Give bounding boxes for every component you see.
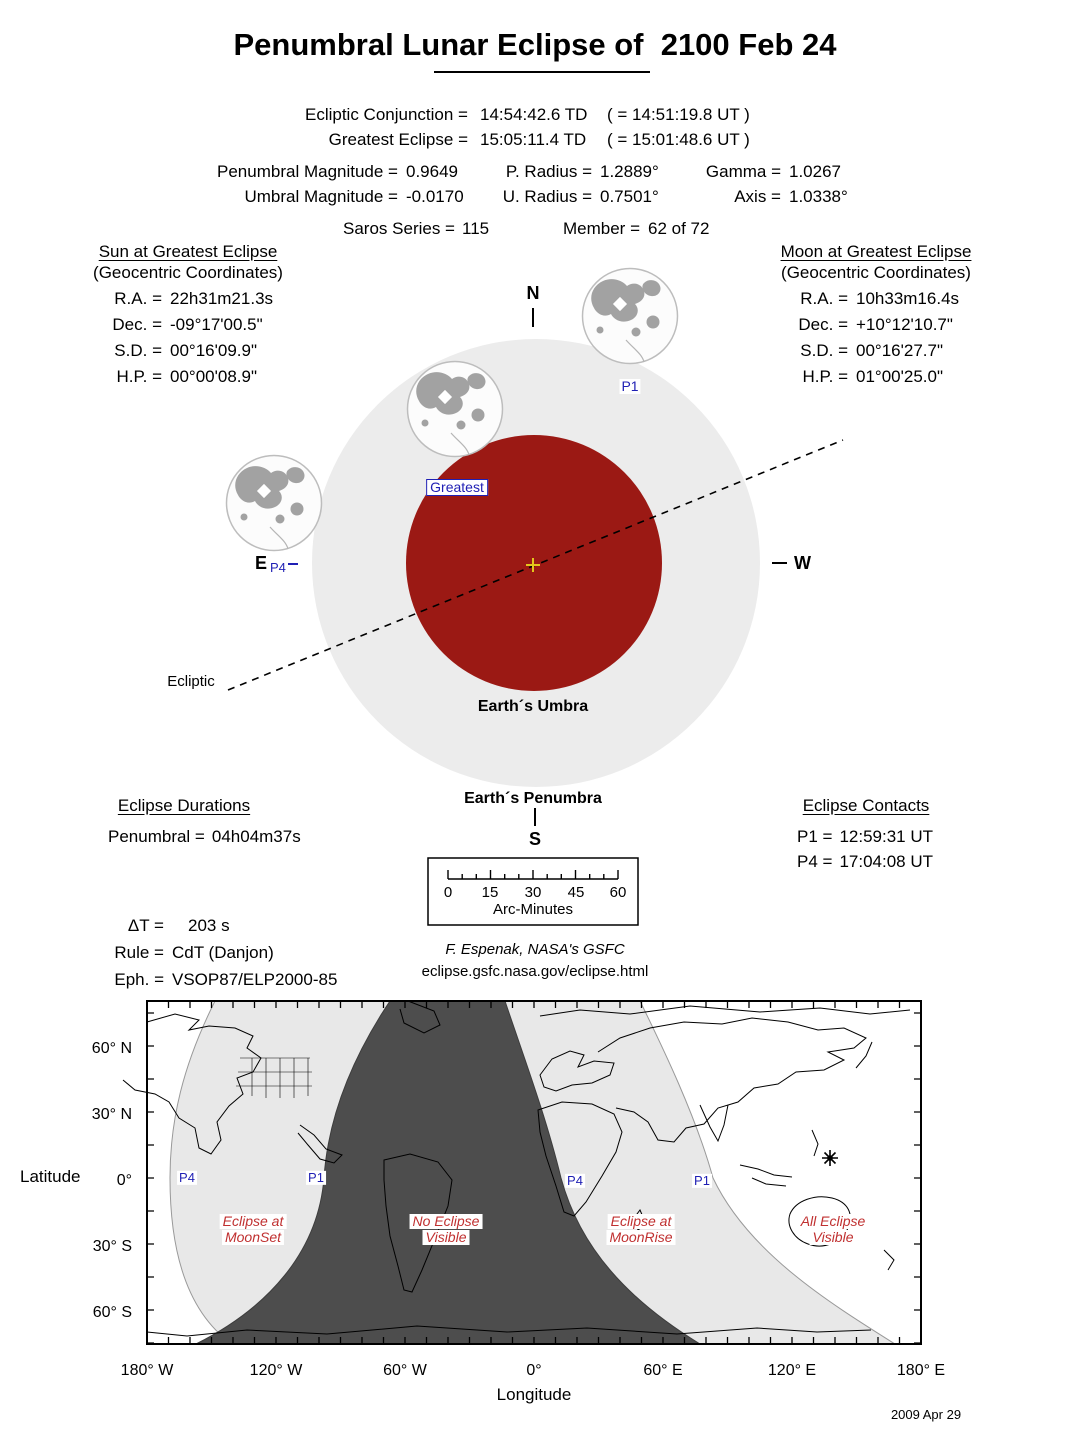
region-alleclipse-line1: All Eclipse	[798, 1214, 869, 1229]
penumbral-duration-label: Penumbral =	[108, 827, 205, 846]
moon-block-title: Moon at Greatest Eclipse	[780, 242, 972, 261]
delta-t-label: ΔT =	[127, 916, 164, 935]
sun-block-title: Sun at Greatest Eclipse	[98, 242, 278, 261]
lat-tick-0: 0°	[116, 1172, 132, 1189]
p1-contact-time-label: P1 =	[797, 827, 833, 846]
umbral-magnitude-label: Umbral Magnitude =	[244, 187, 398, 206]
moon-block-subtitle: (Geocentric Coordinates)	[781, 263, 971, 282]
credit-url: eclipse.gsfc.nasa.gov/eclipse.html	[421, 963, 649, 980]
penumbral-duration-row	[108, 827, 301, 847]
p-radius-value: 1.2889°	[600, 162, 659, 181]
scale-tick-15: 15	[481, 884, 499, 901]
title-underline	[434, 71, 650, 73]
moon-dec-label: Dec. =	[798, 315, 848, 334]
moon-at-p4	[227, 456, 322, 551]
moon-ra-label: R.A. =	[800, 289, 848, 308]
lat-tick-60n: 60° N	[91, 1040, 132, 1057]
moon-coordinates	[786, 289, 959, 387]
lat-tick-60s: 60° S	[92, 1304, 132, 1321]
penumbral-magnitude-label: Penumbral Magnitude =	[217, 162, 398, 181]
longitude-axis-label: Longitude	[496, 1385, 572, 1404]
ecliptic-label: Ecliptic	[167, 673, 215, 690]
p4-contact-time-value: 17:04:08 UT	[839, 852, 934, 871]
p4-contact-row	[797, 852, 933, 872]
sun-ra-value: 22h31m21.3s	[170, 289, 274, 308]
axis-label: Axis =	[734, 187, 781, 206]
delta-t-value: 203 s	[188, 916, 230, 935]
region-moonset-line1: Eclipse at	[220, 1214, 287, 1229]
region-moonrise-line2: MoonRise	[606, 1230, 675, 1245]
conjunction-label: Ecliptic Conjunction =	[304, 105, 468, 124]
saros-value: 115	[462, 219, 490, 238]
lon-tick-120w: 120° W	[249, 1362, 303, 1379]
scale-tick-30: 30	[524, 884, 542, 901]
moon-at-p1	[583, 269, 678, 364]
rule-value: CdT (Danjon)	[172, 943, 274, 962]
p1-contact-time-value: 12:59:31 UT	[839, 827, 934, 846]
conjunction-ut: ( = 14:51:19.8 UT )	[607, 105, 750, 124]
saros-label: Saros Series =	[343, 219, 455, 238]
south-label: S	[528, 829, 542, 849]
penumbral-magnitude-value: 0.9649	[406, 162, 458, 181]
moon-ra-value: 10h33m16.4s	[856, 289, 960, 308]
moon-sd-label: S.D. =	[800, 341, 848, 360]
gamma-label: Gamma =	[705, 162, 781, 181]
greatest-eclipse-ut: ( = 15:01:48.6 UT )	[607, 130, 750, 149]
sun-block-subtitle: (Geocentric Coordinates)	[93, 263, 283, 282]
greatest-eclipse-label: Greatest Eclipse =	[328, 130, 468, 149]
sun-hp-label: H.P. =	[116, 367, 162, 386]
conjunction-td: 14:54:42.6 TD	[480, 105, 588, 124]
scale-tick-0: 0	[443, 884, 453, 901]
region-moonset-line2: MoonSet	[222, 1230, 284, 1245]
eclipse-contacts-title: Eclipse Contacts	[802, 796, 930, 815]
map-p4-east-label: P4	[567, 1172, 583, 1188]
penumbral-duration-value: 04h04m37s	[211, 827, 301, 846]
map-p1-east-label: P1	[694, 1172, 710, 1188]
lon-tick-120e: 120° E	[767, 1362, 817, 1379]
gamma-value: 1.0267	[789, 162, 841, 181]
moon-sd-value: 00°16'27.7"	[856, 341, 943, 360]
greatest-eclipse-td: 15:05:11.4 TD	[480, 130, 587, 149]
lat-tick-30n: 30° N	[91, 1106, 132, 1123]
latitude-axis-label: Latitude	[20, 1167, 81, 1186]
greatest-label: Greatest	[426, 479, 488, 496]
region-moonrise-line1: Eclipse at	[608, 1214, 675, 1229]
eclipse-durations-title: Eclipse Durations	[117, 796, 251, 815]
p1-contact-row	[797, 827, 933, 847]
sun-ra-label: R.A. =	[114, 289, 162, 308]
lon-tick-0: 0°	[526, 1362, 542, 1379]
scale-unit-label: Arc-Minutes	[492, 901, 574, 918]
east-label: E	[255, 553, 268, 573]
u-radius-label: U. Radius =	[502, 187, 592, 206]
visibility-map	[123, 1001, 921, 1344]
sun-coordinates	[100, 289, 273, 387]
moon-at-greatest	[408, 362, 503, 457]
p-radius-label: P. Radius =	[505, 162, 592, 181]
earths-umbra-label: Earth´s Umbra	[477, 698, 589, 715]
p1-contact-label: P1	[621, 378, 639, 394]
lon-tick-180e: 180° E	[896, 1362, 946, 1379]
author-credit: F. Espenak, NASA's GSFC	[445, 941, 625, 958]
p4-contact-time-label: P4 =	[797, 852, 833, 871]
u-radius-value: 0.7501°	[600, 187, 659, 206]
lon-tick-60e: 60° E	[643, 1362, 683, 1379]
ephemeris-value: VSOP87/ELP2000-85	[172, 970, 338, 989]
page-title: Penumbral Lunar Eclipse of 2100 Feb 24	[233, 27, 837, 62]
rule-label: Rule =	[114, 943, 164, 962]
north-label: N	[526, 283, 540, 303]
moon-hp-value: 01°00'25.0"	[856, 367, 943, 386]
west-label: W	[794, 553, 811, 573]
sun-sd-label: S.D. =	[114, 341, 162, 360]
lon-tick-180w: 180° W	[120, 1362, 174, 1379]
axis-value: 1.0338°	[789, 187, 848, 206]
map-p4-west-label: P4	[179, 1169, 195, 1185]
region-alleclipse-line2: Visible	[810, 1230, 857, 1245]
member-value: 62 of 72	[648, 219, 710, 238]
lat-tick-30s: 30° S	[92, 1238, 132, 1255]
umbral-magnitude-value: -0.0170	[406, 187, 464, 206]
scale-tick-60: 60	[609, 884, 627, 901]
moon-dec-value: +10°12'10.7"	[856, 315, 953, 334]
member-label: Member =	[563, 219, 640, 238]
publication-date: 2009 Apr 29	[890, 1407, 962, 1422]
p4-contact-label: P4	[270, 560, 286, 575]
region-noeclipse-line2: Visible	[423, 1230, 470, 1245]
moon-hp-label: H.P. =	[802, 367, 848, 386]
earths-penumbra-label: Earth´s Penumbra	[464, 790, 602, 807]
map-p1-west-label: P1	[308, 1169, 324, 1185]
sun-dec-label: Dec. =	[112, 315, 162, 334]
sun-dec-value: -09°17'00.5"	[170, 315, 263, 334]
region-noeclipse-line1: No Eclipse	[410, 1214, 483, 1229]
ephemeris-label: Eph. =	[114, 970, 164, 989]
sun-hp-value: 00°00'08.9"	[170, 367, 257, 386]
computation-params	[106, 916, 337, 990]
sun-sd-value: 00°16'09.9"	[170, 341, 257, 360]
lon-tick-60w: 60° W	[383, 1362, 427, 1379]
scale-tick-45: 45	[567, 884, 585, 901]
